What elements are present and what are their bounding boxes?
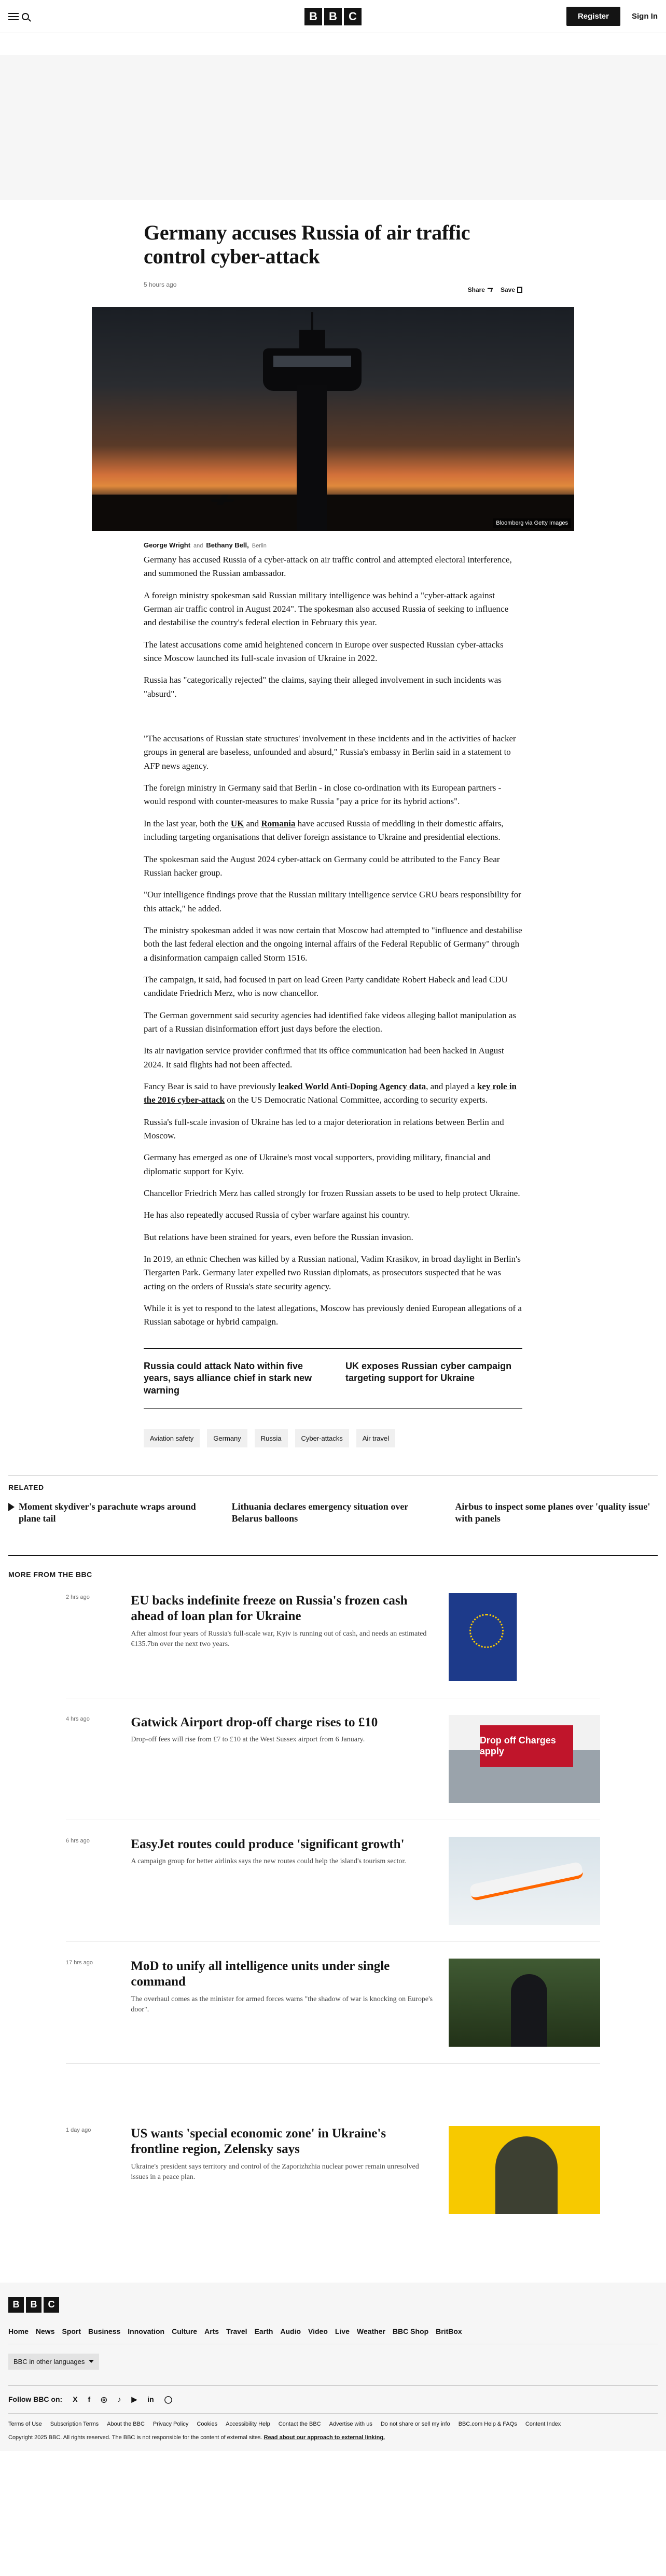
bookmark-icon [517, 287, 522, 293]
paragraph: "Our intelligence findings prove that the Russian military intelligence service GRU bears responsibility for this attack," he added. [144, 890, 521, 913]
share-label: Share [467, 286, 485, 293]
item-summary: Drop-off fees will rise from £7 to £10 at the West Sussex airport from 6 January. [131, 1736, 365, 1744]
follow-label: Follow BBC on: [8, 2395, 63, 2404]
follow-bar [8, 2385, 658, 2404]
footer-nav-arts[interactable]: Arts [204, 2327, 219, 2335]
footer-nav-video[interactable]: Video [308, 2327, 328, 2335]
footer-nav-innovation[interactable]: Innovation [128, 2327, 165, 2335]
list-item[interactable] [66, 1715, 600, 1820]
legal-links [8, 2413, 658, 2427]
paragraph: He has also repeatedly accused Russia of cyber warfare against his country. [144, 1210, 410, 1220]
tag-germany[interactable]: Germany [207, 1429, 247, 1447]
bbc-logo-letter: C [44, 2297, 59, 2313]
bbc-logo-letter: C [344, 8, 362, 25]
paragraph: The foreign ministry in Germany said that Berlin - in close co-ordination with its European partners - would respond with counter-measures to make Russia "pay a price for its hybrid actions". [144, 783, 502, 807]
paragraph: The campaign, it said, had focused in part on lead Green Party candidate Robert Habeck and lead CDU candidate Friedrich Merz, who is now chancellor. [144, 974, 508, 998]
cyber-attack-2016-link[interactable]: key role in the 2016 cyber-attack [144, 1081, 517, 1105]
text: have accused Russia of meddling in their domestic affairs, including targeting organisations that deliver foreign assistance to Ukraine and presidential elections. [144, 818, 504, 842]
search-icon[interactable] [22, 13, 29, 20]
topic-tags [144, 1429, 522, 1447]
article-meta [144, 276, 522, 293]
control-tower [297, 385, 327, 531]
text: , and played a [426, 1081, 477, 1091]
tower-mast [311, 312, 313, 331]
save-button[interactable] [501, 286, 522, 293]
author-name: Bethany Bell, [206, 541, 249, 549]
paragraph: A foreign ministry spokesman said Russian military intelligence was behind a "cyber-attack against German air traffic control in August 2024". The spokesman also accused Russia of seeking to influence and destabilise the country's federal election in February this year. [144, 590, 509, 628]
legal-link[interactable]: About the BBC [107, 2420, 145, 2427]
related-story-title: Moment skydiver's parachute wraps around plane tail [19, 1501, 196, 1524]
thumbnail-image[interactable] [449, 1837, 600, 1925]
footer-nav [8, 2327, 658, 2344]
paragraph [144, 1080, 522, 1107]
hero-image-figure [92, 307, 574, 531]
legal-link[interactable]: Contact the BBC [278, 2420, 321, 2427]
text: on the US Democratic National Committee, according to security experts. [225, 1095, 488, 1105]
related-story[interactable] [8, 1501, 211, 1525]
footer-nav-weather[interactable]: Weather [356, 2327, 385, 2335]
legal-link[interactable]: Do not share or sell my info [380, 2420, 450, 2427]
paragraph: Germany has emerged as one of Ukraine's most vocal supporters, providing military, financial and diplomatic support for Kyiv. [144, 1152, 491, 1176]
save-label: Save [500, 286, 515, 293]
item-title[interactable]: EU backs indefinite freeze on Russia's frozen cash ahead of loan plan for Ukraine [131, 1593, 408, 1624]
footer-nav-sport[interactable]: Sport [62, 2327, 81, 2335]
related-section [8, 1475, 658, 1556]
romania-link[interactable]: Romania [261, 818, 296, 828]
sign-in-link[interactable]: Sign In [632, 12, 658, 21]
share-icon [487, 288, 493, 292]
other-languages-button[interactable] [8, 2354, 99, 2370]
legal-link[interactable]: Cookies [197, 2420, 218, 2427]
chevron-down-icon [89, 2360, 94, 2363]
footer-nav-culture[interactable]: Culture [172, 2327, 198, 2335]
related-story-title: Lithuania declares emergency situation over Belarus balloons [231, 1501, 408, 1524]
related-link[interactable]: UK exposes Russian cyber campaign targeting support for Ukraine [345, 1360, 512, 1384]
paragraph: Russia's full-scale invasion of Ukraine has led to a major deterioration in relations between Berlin and Moscow. [144, 1117, 504, 1141]
legal-link[interactable]: Subscription Terms [50, 2420, 99, 2427]
more-from-bbc-section [8, 1570, 658, 2231]
tag-russia[interactable]: Russia [255, 1429, 288, 1447]
article [144, 221, 522, 293]
bbc-logo-letter: B [304, 8, 322, 25]
plane-silhouette [211, 499, 234, 502]
footer-nav-news[interactable]: News [35, 2327, 55, 2335]
text: and [244, 818, 261, 828]
related-links [144, 1348, 522, 1409]
x-icon[interactable]: X [73, 2395, 78, 2404]
text: Fancy Bear is said to have previously [144, 1081, 279, 1091]
footer-nav-earth[interactable]: Earth [254, 2327, 273, 2335]
item-summary: A campaign group for better airlinks says the new routes could help the island's tourism sector. [131, 1857, 406, 1866]
copyright-text: Copyright 2025 BBC. All rights reserved. The BBC is not responsible for the content of external sites. [8, 2434, 262, 2441]
legal-link[interactable]: Privacy Policy [152, 2420, 189, 2427]
item-title[interactable]: Gatwick Airport drop-off charge rises to £10 [131, 1715, 378, 1729]
list-item[interactable] [66, 1593, 600, 1698]
drop-off-sign: Drop off Charges apply [480, 1725, 573, 1767]
item-date: 1 day ago [66, 2127, 91, 2133]
footer-nav-bbc-shop[interactable]: BBC Shop [392, 2327, 429, 2335]
menu-icon[interactable] [8, 13, 19, 20]
related-row [8, 1501, 658, 1556]
paragraph: Russia has "categorically rejected" the claims, saying their alleged involvement in such incidents was "absurd". [144, 675, 502, 699]
footer-bbc-logo[interactable] [8, 2297, 658, 2313]
list-item[interactable] [66, 2126, 600, 2231]
footer-nav-britbox[interactable]: BritBox [436, 2327, 462, 2335]
text: In the last year, both the [144, 818, 231, 828]
byline-and: and [193, 543, 203, 549]
menu-search-group[interactable] [8, 13, 29, 20]
footer-nav-live[interactable]: Live [335, 2327, 350, 2335]
paragraph: "The accusations of Russian state structures' involvement in these incidents and in the activities of hacker groups in general are baseless, unfounded and absurd," Russia's embassy in Berlin said in a statement to AFP news agency. [144, 734, 516, 771]
bbc-logo[interactable] [304, 8, 362, 25]
legal-link[interactable]: Accessibility Help [226, 2420, 270, 2427]
author-name: George Wright [144, 541, 191, 549]
byline [144, 541, 522, 549]
share-button[interactable] [468, 286, 492, 293]
more-list [66, 1593, 600, 2231]
article-body [144, 553, 522, 1447]
instagram-icon[interactable]: ◎ [101, 2395, 107, 2403]
paragraph: The German government said security agencies had identified fake videos alleging ballot manipulation as part of a Russian disinformation effort just days before the election. [144, 1010, 517, 1034]
thumbnail-image[interactable] [449, 1715, 600, 1803]
thumbnail-image[interactable] [449, 1593, 600, 1681]
thumbnail-image[interactable] [449, 1959, 600, 2047]
register-button[interactable]: Register [566, 7, 620, 26]
item-title[interactable]: EasyJet routes could produce 'significant growth' [131, 1837, 405, 1851]
linkedin-icon[interactable]: in [147, 2395, 154, 2404]
other-languages-label: BBC in other languages [13, 2357, 85, 2366]
copyright [8, 2434, 658, 2441]
top-navigation [0, 0, 666, 33]
thumbnail-image[interactable] [449, 2126, 600, 2214]
whatsapp-icon[interactable]: ◯ [164, 2395, 173, 2403]
bbc-logo-letter: B [26, 2297, 41, 2313]
related-story[interactable] [232, 1501, 435, 1525]
item-date: 17 hrs ago [66, 1959, 93, 1966]
legal-link[interactable]: Terms of Use [8, 2420, 42, 2427]
paragraph: Germany has accused Russia of a cyber-attack on air traffic control and attempted electoral interference, and summoned the Russian ambassador. [144, 555, 512, 579]
footer-nav-business[interactable]: Business [88, 2327, 121, 2335]
tiktok-icon[interactable]: ♪ [117, 2395, 121, 2404]
article-headline: Germany accuses Russia of air traffic control cyber-attack [144, 221, 470, 268]
bbc-logo-letter: B [324, 8, 342, 25]
paragraph: While it is yet to respond to the latest allegations, Moscow has previously denied European allegations of a Russian sabotage or hybrid campaign. [144, 1303, 522, 1327]
footer [0, 2283, 666, 2451]
uk-link[interactable]: UK [230, 818, 244, 828]
paragraph: But relations have been strained for years, even before the Russian invasion. [144, 1232, 413, 1242]
item-date: 4 hrs ago [66, 1715, 90, 1722]
published-time: 5 hours ago [144, 281, 177, 288]
item-title[interactable]: US wants 'special economic zone' in Ukraine's frontline region, Zelensky says [131, 2126, 386, 2157]
footer-nav-travel[interactable]: Travel [226, 2327, 247, 2335]
paragraph: The latest accusations come amid heightened concern in Europe over suspected Russian cyber-attacks since Moscow launched its full-scale invasion of Ukraine in 2022. [144, 639, 504, 664]
facebook-icon[interactable]: f [88, 2395, 91, 2404]
byline-location: Berlin [252, 543, 267, 549]
item-date: 2 hrs ago [66, 1594, 90, 1600]
paragraph: Chancellor Friedrich Merz has called strongly for frozen Russian assets to be used to help protect Ukraine. [144, 1188, 520, 1199]
image-credit: Bloomberg via Getty Images [493, 518, 571, 528]
list-item[interactable] [66, 1837, 600, 1942]
legal-link[interactable]: BBC.com Help & FAQs [458, 2420, 517, 2427]
tag-cyber-attacks[interactable]: Cyber-attacks [295, 1429, 349, 1447]
related-story[interactable] [455, 1501, 658, 1525]
external-linking-link[interactable]: Read about our approach to external linking. [263, 2434, 385, 2441]
play-icon [8, 1503, 15, 1511]
item-title[interactable]: MoD to unify all intelligence units under single command [131, 1959, 390, 1989]
paragraph: The ministry spokesman added it was now certain that Moscow had attempted to "influence and destabilise both the last federal election and the ongoing internal affairs of the Federal Republic of Germany" through a disinformation campaign called Storm 1516. [144, 925, 522, 963]
paragraph [144, 817, 522, 844]
legal-link[interactable]: Content Index [525, 2420, 561, 2427]
item-date: 6 hrs ago [66, 1837, 90, 1844]
tower-top [299, 330, 325, 350]
youtube-icon[interactable]: ▶ [131, 2395, 137, 2403]
section-title: MORE FROM THE BBC [8, 1570, 92, 1579]
item-summary: The overhaul comes as the minister for armed forces warns "the shadow of war is knocking on Europe's door". [131, 1995, 433, 2014]
paragraph: The spokesman said the August 2024 cyber-attack on Germany could be attributed to the Fancy Bear Russian hacker group. [144, 854, 500, 878]
article-actions [468, 286, 522, 293]
related-link[interactable]: Russia could attack Nato within five years, says alliance chief in stark new warning [144, 1360, 312, 1396]
tag-aviation-safety[interactable]: Aviation safety [144, 1429, 200, 1447]
section-title: RELATED [8, 1475, 658, 1491]
inline-ad-gap [144, 701, 522, 724]
paragraph: In 2019, an ethnic Chechen was killed by a Russian national, Vadim Krasikov, in broad daylight in Berlin's Tiergarten Park. Germany later expelled two Russian diplomats, as prosecutors suspected that he was acting on the orders of Russia's state security agency. [144, 1254, 521, 1291]
tag-air-travel[interactable]: Air travel [356, 1429, 395, 1447]
paragraph: Its air navigation service provider confirmed that its office communication had been hacked in August 2024. It said flights had not been affected. [144, 1046, 504, 1069]
legal-link[interactable]: Advertise with us [329, 2420, 372, 2427]
related-story-title: Airbus to inspect some planes over 'quality issue' with panels [455, 1501, 650, 1524]
wada-link[interactable]: leaked World Anti-Doping Agency data [278, 1081, 426, 1091]
footer-nav-home[interactable]: Home [8, 2327, 29, 2335]
bbc-logo-letter: B [8, 2297, 24, 2313]
list-item[interactable] [66, 1959, 600, 2064]
advertisement-area [0, 55, 666, 200]
hero-image [92, 307, 574, 531]
item-summary: Ukraine's president says territory and control of the Zaporizhzhia nuclear power remain unresolved issues in a peace plan. [131, 2162, 419, 2181]
item-summary: After almost four years of Russia's full-scale war, Kyiv is running out of cash, and needs an estimated €135.7bn over the next two years. [131, 1629, 427, 1649]
footer-nav-audio[interactable]: Audio [280, 2327, 301, 2335]
